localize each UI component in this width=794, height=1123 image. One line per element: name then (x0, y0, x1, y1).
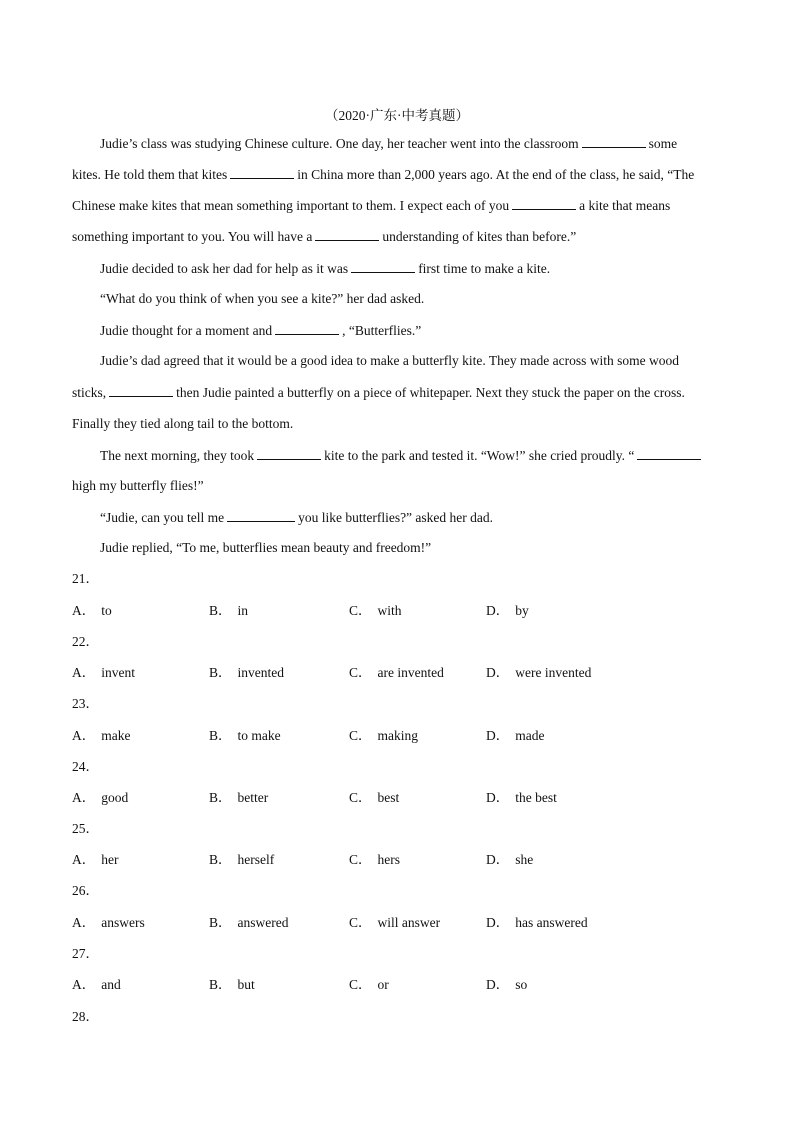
blank-25[interactable] (351, 258, 415, 273)
question-number: 23． (72, 696, 99, 711)
option-d[interactable]: D． by (486, 603, 529, 618)
passage-line-2: kites. He told them that kites in China more than 2,000 years ago. At the end of the class, he said, “The (72, 164, 694, 184)
question-options (72, 663, 722, 683)
option-a[interactable]: A． her (72, 852, 119, 867)
option-d[interactable]: D． has answered (486, 915, 588, 930)
option-c[interactable]: C． are invented (349, 665, 444, 680)
question-number: 26． (72, 883, 99, 898)
question-options (72, 726, 722, 746)
option-b[interactable]: B． better (209, 790, 269, 805)
passage-line-9: sticks, then Judie painted a butterfly on a piece of whitepaper. Next they stuck the paper on the cross. (72, 382, 685, 402)
passage-line-13: “Judie, can you tell me you like butterflies?” asked her dad. (100, 507, 493, 527)
option-b[interactable]: B． invented (209, 665, 285, 680)
document-page (72, 0, 722, 1123)
option-c[interactable]: C． with (349, 603, 402, 618)
option-b[interactable]: B． herself (209, 852, 275, 867)
passage-line-1: Judie’s class was studying Chinese culture. One day, her teacher went into the classroom some (100, 133, 677, 153)
question-options (72, 601, 722, 621)
option-a[interactable]: A． answers (72, 915, 145, 930)
option-c[interactable]: C． best (349, 790, 400, 805)
option-d[interactable]: D． were invented (486, 665, 592, 680)
blank-30[interactable] (227, 507, 295, 522)
blank-28[interactable] (257, 445, 321, 460)
question-options (72, 850, 722, 870)
option-b[interactable]: B． but (209, 977, 255, 992)
question-number: 22． (72, 634, 99, 649)
option-b[interactable]: B． answered (209, 915, 289, 930)
option-a[interactable]: A． and (72, 977, 121, 992)
option-d[interactable]: D． so (486, 977, 528, 992)
option-c[interactable]: C． making (349, 728, 419, 743)
passage-line-3: Chinese make kites that mean something important to them. I expect each of you a kite that means (72, 195, 670, 215)
option-b[interactable]: B． in (209, 603, 249, 618)
option-d[interactable]: D． made (486, 728, 545, 743)
option-c[interactable]: C． or (349, 977, 389, 992)
option-a[interactable]: A． good (72, 790, 129, 805)
option-c[interactable]: C． will answer (349, 915, 441, 930)
option-a[interactable]: A． make (72, 728, 131, 743)
passage-line-8: Judie’s dad agreed that it would be a good idea to make a butterfly kite. They made across with some wood (100, 353, 679, 368)
question-number: 25． (72, 821, 99, 836)
question-number: 24． (72, 759, 99, 774)
option-d[interactable]: D． she (486, 852, 534, 867)
option-a[interactable]: A． to (72, 603, 112, 618)
option-d[interactable]: D． the best (486, 790, 557, 805)
option-a[interactable]: A． invent (72, 665, 135, 680)
passage-line-7: Judie thought for a moment and , “Butterflies.” (100, 320, 421, 340)
passage-line-14: Judie replied, “To me, butterflies mean beauty and freedom!” (100, 540, 432, 555)
passage-line-4: something important to you. You will have a understanding of kites than before.” (72, 226, 576, 246)
question-number: 27． (72, 946, 99, 961)
question-number: 28． (72, 1009, 99, 1024)
question-options (72, 975, 722, 995)
page-title: （2020·广东·中考真题） (325, 108, 469, 123)
passage-line-6: “What do you think of when you see a kite?” her dad asked. (100, 291, 425, 306)
passage-line-10: Finally they tied along tail to the bottom. (72, 416, 294, 431)
question-options (72, 913, 722, 933)
blank-21[interactable] (582, 133, 646, 148)
option-c[interactable]: C． hers (349, 852, 401, 867)
blank-24[interactable] (315, 226, 379, 241)
blank-26[interactable] (275, 320, 339, 335)
passage-line-12: high my butterfly flies!” (72, 478, 204, 493)
blank-23[interactable] (512, 195, 576, 210)
blank-22[interactable] (230, 164, 294, 179)
passage-line-11: The next morning, they took kite to the park and tested it. “Wow!” she cried proudly. “ (100, 445, 704, 465)
question-options (72, 788, 722, 808)
option-b[interactable]: B． to make (209, 728, 281, 743)
blank-29[interactable] (637, 445, 701, 460)
passage-line-5: Judie decided to ask her dad for help as it was first time to make a kite. (100, 258, 550, 278)
question-number: 21． (72, 571, 99, 586)
blank-27[interactable] (109, 382, 173, 397)
